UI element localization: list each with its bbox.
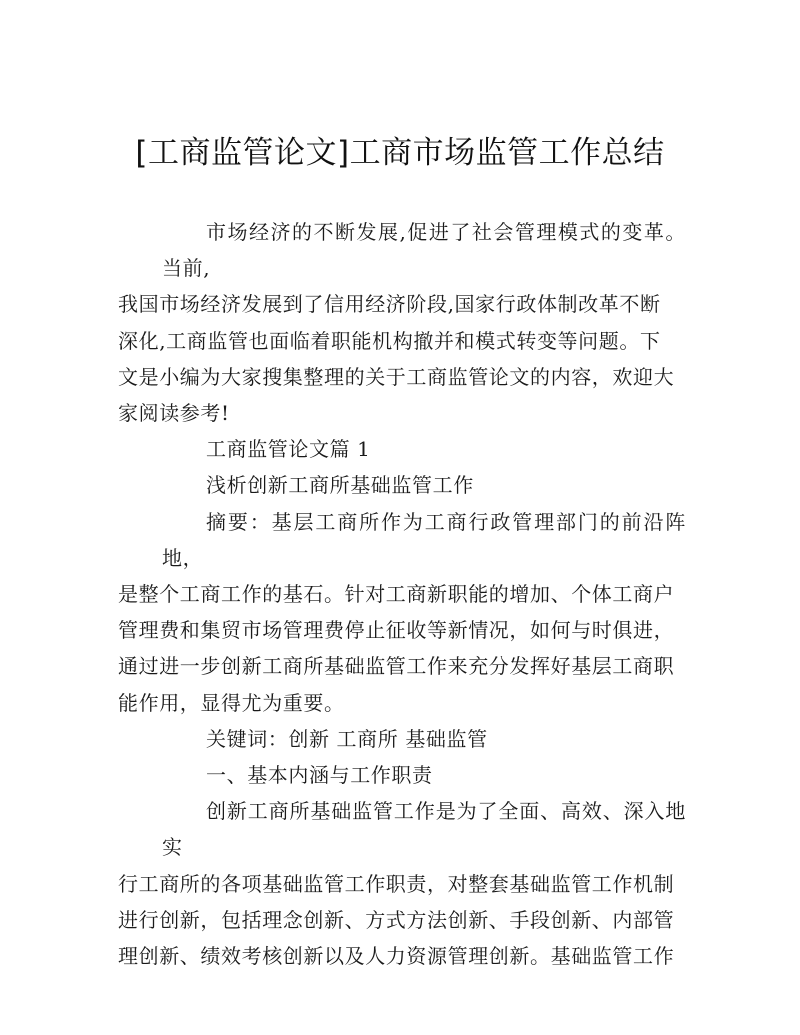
document-body <box>118 214 686 974</box>
text-line: 一、基本内涵与工作职责 <box>206 763 433 788</box>
paragraph-heading-1 <box>118 757 686 793</box>
text-line: 摘要：基层工商所作为工商行政管理部门的前沿阵地， <box>162 509 686 570</box>
text-line: 理创新、绩效考核创新以及人力资源管理创新。基础监管工作 <box>118 944 675 969</box>
text-line: 工商监管论文篇 1 <box>206 437 371 462</box>
paragraph-keywords <box>118 721 686 757</box>
text-line: 文是小编为大家搜集整理的关于工商监管论文的内容，欢迎大 <box>118 364 675 389</box>
paragraph-section-label <box>118 431 686 467</box>
text-line: 创新工商所基础监管工作是为了全面、高效、深入地实 <box>162 799 686 860</box>
paragraph-intro <box>118 214 686 431</box>
text-line: 能作用，显得尤为重要。 <box>118 690 345 715</box>
text-line: 关键词：创新 工商所 基础监管 <box>206 726 488 751</box>
paragraph-article-title <box>118 467 686 503</box>
text-line: 家阅读参考! <box>118 401 230 426</box>
text-line: 浅析创新工商所基础监管工作 <box>206 473 474 498</box>
text-line: 市场经济的不断发展,促进了社会管理模式的变革。当前, <box>162 220 686 281</box>
text-line: 通过进一步创新工商所基础监管工作来充分发挥好基层工商职 <box>118 654 675 679</box>
text-line: 管理费和集贸市场管理费停止征收等新情况，如何与时俱进， <box>118 618 675 643</box>
text-line: 深化,工商监管也面临着职能机构撤并和模式转变等问题。下 <box>118 328 661 353</box>
document-title: [工商监管论文]工商市场监管工作总结 <box>135 135 665 171</box>
text-line: 是整个工商工作的基石。针对工商新职能的增加、个体工商户 <box>118 582 675 607</box>
paragraph-body <box>118 793 686 974</box>
paragraph-abstract <box>118 504 686 721</box>
text-line: 我国市场经济发展到了信用经济阶段,国家行政体制改革不断 <box>118 292 661 317</box>
text-line: 进行创新，包括理念创新、方式方法创新、手段创新、内部管 <box>118 907 675 932</box>
text-line: 行工商所的各项基础监管工作职责，对整套基础监管工作机制 <box>118 871 675 896</box>
